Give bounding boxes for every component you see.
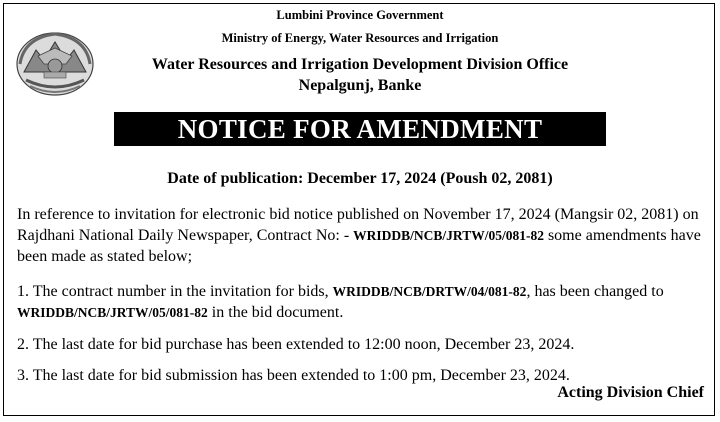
item1-text-after: in the bid document. <box>207 304 344 321</box>
intro-text-after: some amendments have been made as stated below; <box>17 227 701 265</box>
office-location: Nepalgunj, Banke <box>298 77 422 94</box>
intro-contract-number: WRIDDB/NCB/JRTW/05/081-82 <box>353 228 544 243</box>
amendment-item-2: 2. The last date for bid purchase has been extended to 12:00 noon, December 23, 2024. <box>17 336 575 353</box>
amendment-item-1 <box>17 281 709 323</box>
office-name: Water Resources and Irrigation Development Division Office <box>151 56 569 73</box>
province-name: Lumbini Province Government <box>276 8 444 22</box>
item1-text-mid: , has been changed to <box>526 283 664 300</box>
publication-date: Date of publication: December 17, 2024 (Poush 02, 2081) <box>167 170 553 187</box>
item1-text-before: 1. The contract number in the invitation for bids, <box>17 283 333 300</box>
intro-paragraph <box>17 204 709 267</box>
ministry-name: Ministry of Energy, Water Resources and Irrigation <box>221 31 499 45</box>
old-contract-number: WRIDDB/NCB/DRTW/04/081-82 <box>332 284 527 299</box>
notice-title-banner: NOTICE FOR AMENDMENT <box>114 112 606 146</box>
amendment-item-3: 3. The last date for bid submission has been extended to 1:00 pm, December 23, 2024. <box>17 367 570 384</box>
intro-text-before: In reference to invitation for electronic bid notice published on November 17, 2024 (Mangsir 02, 2081) on Rajdhani National Daily Newspaper, Contract No: - <box>17 206 699 244</box>
new-contract-number: WRIDDB/NCB/JRTW/05/081-82 <box>17 305 208 320</box>
signature-title: Acting Division Chief <box>557 384 704 401</box>
